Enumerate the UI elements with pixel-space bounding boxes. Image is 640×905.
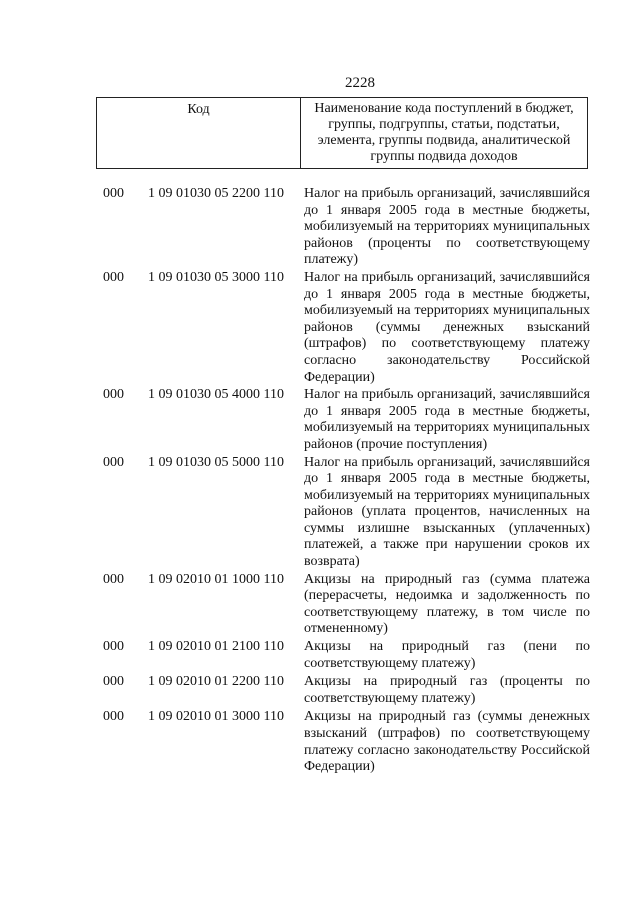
row-code: 1 09 02010 01 2100 110 [148, 639, 284, 655]
table-row [0, 186, 640, 269]
row-code: 1 09 01030 05 2200 110 [148, 186, 284, 201]
row-code: 1 09 02010 01 2200 110 [148, 674, 284, 690]
row-group: 000 [103, 639, 124, 655]
table-row [0, 455, 640, 571]
row-description: Акцизы на природный газ (сумма платежа (перерасчеты, недоимка и задолженность по соответствующему платежу, в том числе по отмененному) [304, 571, 590, 637]
row-code: 1 09 01030 05 3000 110 [148, 269, 284, 285]
row-description: Акцизы на природный газ (проценты по соответствующему платежу) [304, 674, 590, 706]
row-group: 000 [103, 269, 124, 285]
row-group: 000 [103, 186, 124, 201]
row-group: 000 [103, 454, 124, 470]
table-row [0, 270, 640, 386]
table-body [0, 186, 640, 776]
row-code: 1 09 01030 05 5000 110 [148, 454, 284, 470]
table-row [0, 572, 640, 638]
row-description: Акцизы на природный газ (пени по соответствующему платежу) [304, 639, 590, 671]
table-header [96, 97, 588, 169]
row-description: Налог на прибыль организаций, зачислявшийся до 1 января 2005 года в местные бюджеты, мобилизуемый на территориях муниципальных районов (прочие поступления) [304, 387, 590, 452]
row-description: Налог на прибыль организаций, зачислявшийся до 1 января 2005 года в местные бюджеты, мобилизуемый на территориях муниципальных районов (уплата процентов, начисленных на суммы излишне взысканных (уплаченных) платежей, а также при нарушении сроков их возврата) [304, 454, 590, 570]
header-code-label: Код [97, 98, 301, 168]
row-description: Налог на прибыль организаций, зачислявшийся до 1 января 2005 года в местные бюджеты, мобилизуемый на территориях муниципальных районов (суммы денежных взысканий (штрафов) по соответствующему платежу согласно законодательству Российской Федерации) [304, 269, 590, 385]
table-row [0, 709, 640, 775]
row-description: Акцизы на природный газ (суммы денежных взысканий (штрафов) по соответствующему платежу согласно законодательству Российской Федерации) [304, 709, 590, 775]
header-name-label: Наименование кода поступлений в бюджет, группы, подгруппы, статьи, подстатьи, элемента, группы подвида, аналитической группы подвида доходов [314, 101, 574, 164]
row-group: 000 [103, 571, 124, 587]
row-group: 000 [103, 709, 124, 725]
row-code: 1 09 02010 01 3000 110 [148, 709, 284, 725]
table-row [0, 387, 640, 453]
page-number: 2228 [345, 75, 375, 91]
row-group: 000 [103, 674, 124, 690]
table-row [0, 639, 640, 672]
row-group: 000 [103, 387, 124, 403]
row-code: 1 09 02010 01 1000 110 [148, 571, 284, 587]
row-description: Налог на прибыль организаций, зачислявшийся до 1 января 2005 года в местные бюджеты, мобилизуемый на территориях муниципальных районов (проценты по соответствующему платежу) [304, 186, 590, 268]
table-row [0, 674, 640, 707]
row-code: 1 09 01030 05 4000 110 [148, 387, 284, 403]
